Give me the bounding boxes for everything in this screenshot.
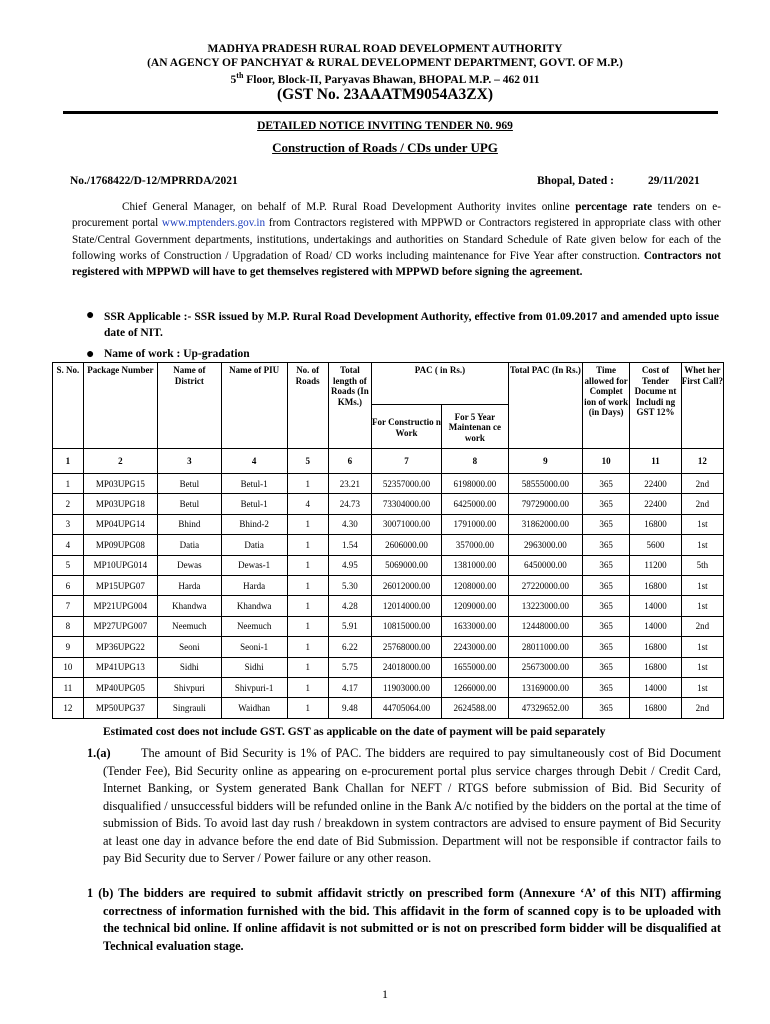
cell-total-pac: 12448000.00 [508,616,582,636]
cell-pac-construction: 30071000.00 [371,514,441,534]
cell-package: MP09UPG08 [83,535,157,555]
cell-pac-construction: 26012000.00 [371,575,441,595]
bullet-icon: ● [86,308,95,323]
cell-pac-maintenance: 1209000.00 [441,596,508,616]
table-row [53,677,724,697]
th-package: Package Number [83,363,157,449]
subject-title: Construction of Roads / CDs under UPG [272,140,498,155]
cell-piu: Waidhan [221,698,287,718]
cell-district: Bhind [157,514,221,534]
para-1a-label: 1.(a) [87,746,111,760]
table-row [53,657,724,677]
cell-sno: 8 [53,616,84,636]
cell-district: Datia [157,535,221,555]
floor-suffix: th [236,71,244,80]
cell-time: 365 [582,657,629,677]
table-row [53,474,724,494]
agency-line: (AN AGENCY OF PANCHYAT & RURAL DEVELOPMENT DEPARTMENT, GOVT. OF M.P.) [147,57,623,69]
cell-pac-maintenance: 1381000.00 [441,555,508,575]
th-sno: S. No. [53,363,84,449]
cell-cost-tender: 16800 [630,698,681,718]
para-1b-label: 1 (b) [87,886,114,900]
cell-pac-construction: 44705064.00 [371,698,441,718]
cell-piu: Seoni-1 [221,637,287,657]
cell-package: MP36UPG22 [83,637,157,657]
cell-first-call: 2nd [681,494,723,514]
cell-cost-tender: 14000 [630,677,681,697]
table-row [53,555,724,575]
cell-pac-construction: 52357000.00 [371,474,441,494]
cell-total-pac: 27220000.00 [508,575,582,595]
cell-cost-tender: 14000 [630,596,681,616]
cell-package: MP40UPG05 [83,677,157,697]
column-number-cell: 2 [83,449,157,474]
cell-piu: Shivpuri-1 [221,677,287,697]
cell-cost-tender: 16800 [630,637,681,657]
cell-time: 365 [582,677,629,697]
th-first-call: Whet her First Call? [681,363,723,449]
cell-roads: 1 [287,657,328,677]
cell-sno: 3 [53,514,84,534]
cell-piu: Sidhi [221,657,287,677]
cell-roads: 1 [287,514,328,534]
cell-sno: 6 [53,575,84,595]
cell-time: 365 [582,474,629,494]
cell-pac-maintenance: 6425000.00 [441,494,508,514]
cell-time: 365 [582,575,629,595]
cell-roads: 1 [287,616,328,636]
work-text: Name of work : Up-gradation [104,348,250,360]
cell-first-call: 1st [681,575,723,595]
cell-package: MP50UPG37 [83,698,157,718]
cell-package: MP27UPG007 [83,616,157,636]
cell-district: Shivpuri [157,677,221,697]
cell-length: 6.22 [328,637,371,657]
reference-number: No./1768422/D-12/MPRRDA/2021 [70,175,238,187]
address-text: Floor, Block-II, Paryavas Bhawan, BHOPAL M.P. – 462 011 [243,73,540,86]
cell-package: MP41UPG13 [83,657,157,677]
cell-first-call: 2nd [681,474,723,494]
cell-cost-tender: 22400 [630,494,681,514]
th-total-pac: Total PAC (In Rs.) [508,363,582,449]
cell-roads: 1 [287,474,328,494]
cell-roads: 1 [287,575,328,595]
cell-sno: 7 [53,596,84,616]
cell-pac-construction: 5069000.00 [371,555,441,575]
cell-district: Neemuch [157,616,221,636]
cell-pac-construction: 25768000.00 [371,637,441,657]
cell-piu: Dewas-1 [221,555,287,575]
cell-piu: Khandwa [221,596,287,616]
cell-pac-maintenance: 6198000.00 [441,474,508,494]
cell-roads: 1 [287,698,328,718]
cell-length: 5.30 [328,575,371,595]
cell-district: Harda [157,575,221,595]
portal-link[interactable]: www.mptenders.gov.in [161,217,266,230]
cell-length: 24.73 [328,494,371,514]
cell-cost-tender: 16800 [630,575,681,595]
th-roads: No. of Roads [287,363,328,449]
cell-district: Betul [157,474,221,494]
cell-piu: Bhind-2 [221,514,287,534]
cell-pac-maintenance: 1266000.00 [441,677,508,697]
cell-piu: Datia [221,535,287,555]
cell-district: Seoni [157,637,221,657]
cell-length: 4.28 [328,596,371,616]
th-length: Total length of Roads (In KMs.) [328,363,371,449]
cell-time: 365 [582,616,629,636]
cell-cost-tender: 5600 [630,535,681,555]
table-row [53,596,724,616]
cell-package: MP04UPG14 [83,514,157,534]
cell-roads: 4 [287,494,328,514]
cell-package: MP21UPG004 [83,596,157,616]
th-pac-maintenance: For 5 Year Maintenan ce work [441,405,508,449]
cell-district: Dewas [157,555,221,575]
cell-first-call: 2nd [681,698,723,718]
cell-pac-maintenance: 1633000.00 [441,616,508,636]
cell-pac-construction: 10815000.00 [371,616,441,636]
cell-pac-maintenance: 1208000.00 [441,575,508,595]
cell-pac-construction: 24018000.00 [371,657,441,677]
cell-pac-maintenance: 1791000.00 [441,514,508,534]
table-row [53,637,724,657]
tender-table [52,362,724,719]
cell-length: 23.21 [328,474,371,494]
cell-piu: Betul-1 [221,474,287,494]
column-number-cell: 1 [53,449,84,474]
address-line [0,71,770,86]
cell-total-pac: 58555000.00 [508,474,582,494]
intro-paragraph [72,199,721,280]
th-cost-tender: Cost of Tender Docume nt Includi ng GST 12% [630,363,681,449]
place-label: Bhopal, Dated : [537,175,614,187]
cell-roads: 1 [287,555,328,575]
cell-sno: 2 [53,494,84,514]
th-piu: Name of PIU [221,363,287,449]
cell-piu: Neemuch [221,616,287,636]
page-number: 1 [382,987,388,1001]
table-row [53,698,724,718]
cell-time: 365 [582,514,629,534]
intro-bold-1: percentage rate [575,201,653,213]
cell-length: 4.17 [328,677,371,697]
column-number-cell: 7 [371,449,441,474]
cell-sno: 12 [53,698,84,718]
intro-text-2: tenders on e-procurement portal [72,201,721,230]
column-number-cell: 3 [157,449,221,474]
cell-cost-tender: 16800 [630,514,681,534]
cell-piu: Harda [221,575,287,595]
ssr-text: SSR Applicable :- SSR issued by M.P. Rural Road Development Authority, effective from 01.09.2017 and amended upto issue date of NIT. [104,311,719,339]
cell-time: 365 [582,637,629,657]
cell-total-pac: 31862000.00 [508,514,582,534]
floor-number: 5 [230,73,237,86]
cell-roads: 1 [287,596,328,616]
notice-date: 29/11/2021 [648,175,700,187]
column-number-cell: 10 [582,449,629,474]
cell-time: 365 [582,555,629,575]
cell-total-pac: 13169000.00 [508,677,582,697]
cell-pac-construction: 73304000.00 [371,494,441,514]
cell-pac-construction: 2606000.00 [371,535,441,555]
cell-cost-tender: 22400 [630,474,681,494]
cell-time: 365 [582,596,629,616]
cell-district: Sidhi [157,657,221,677]
cell-sno: 9 [53,637,84,657]
cell-total-pac: 47329652.00 [508,698,582,718]
cell-cost-tender: 16800 [630,657,681,677]
bullet-icon: ● [86,347,95,362]
cell-first-call: 1st [681,657,723,677]
cell-first-call: 1st [681,637,723,657]
cell-package: MP03UPG15 [83,474,157,494]
cell-pac-construction: 11903000.00 [371,677,441,697]
th-district: Name of District [157,363,221,449]
table-row [53,575,724,595]
cell-total-pac: 6450000.00 [508,555,582,575]
cell-pac-maintenance: 1655000.00 [441,657,508,677]
intro-text-3: from Contractors registered with MPPWD or Contractors registered in appropriate class with other State/Central Government departments, institutions, undertakings and authorities on Standard Schedule of Rate given below for each of the following works of Construction / Upgradation of Road/ CD works including maintenance for Five Year after construction. [72,217,721,262]
th-pac-construction: For Constructio n Work [371,405,441,449]
cell-length: 1.54 [328,535,371,555]
column-number-cell: 5 [287,449,328,474]
org-title: MADHYA PRADESH RURAL ROAD DEVELOPMENT AUTHORITY [207,43,563,55]
cell-sno: 4 [53,535,84,555]
column-number-row [53,449,724,474]
column-number-cell: 11 [630,449,681,474]
cell-sno: 10 [53,657,84,677]
th-pac: PAC ( in Rs.) [371,363,508,405]
cell-package: MP15UPG07 [83,575,157,595]
column-number-cell: 12 [681,449,723,474]
cell-total-pac: 2963000.00 [508,535,582,555]
intro-bold-2: Contractors not registered with MPPWD will have to get themselves registered with MPPWD before signing the agreement. [72,249,721,279]
cell-cost-tender: 14000 [630,616,681,636]
cell-first-call: 1st [681,596,723,616]
cell-length: 4.95 [328,555,371,575]
cell-length: 5.91 [328,616,371,636]
cell-district: Singrauli [157,698,221,718]
cell-district: Betul [157,494,221,514]
cell-time: 365 [582,494,629,514]
table-row [53,514,724,534]
cell-time: 365 [582,535,629,555]
column-number-cell: 6 [328,449,371,474]
cell-district: Khandwa [157,596,221,616]
cell-length: 5.75 [328,657,371,677]
paragraph-1b [87,885,721,955]
cell-length: 9.48 [328,698,371,718]
estimate-note: Estimated cost does not include GST. GST as applicable on the date of payment will be paid separately [103,726,606,738]
cell-total-pac: 28011000.00 [508,637,582,657]
cell-roads: 1 [287,637,328,657]
table-row [53,494,724,514]
paragraph-1a [87,745,721,868]
header-divider [63,111,718,114]
cell-first-call: 1st [681,677,723,697]
column-number-cell: 4 [221,449,287,474]
cell-package: MP10UPG014 [83,555,157,575]
cell-first-call: 2nd [681,616,723,636]
cell-sno: 5 [53,555,84,575]
cell-pac-maintenance: 2624588.00 [441,698,508,718]
para-1b-text [87,885,721,955]
cell-roads: 1 [287,535,328,555]
cell-sno: 1 [53,474,84,494]
gst-number: (GST No. 23AAATM9054A3ZX) [276,86,493,103]
cell-total-pac: 79729000.00 [508,494,582,514]
cell-first-call: 1st [681,514,723,534]
cell-sno: 11 [53,677,84,697]
cell-pac-construction: 12014000.00 [371,596,441,616]
th-time: Time allowed for Complet ion of work (in Days) [582,363,629,449]
table-row [53,535,724,555]
cell-total-pac: 13223000.00 [508,596,582,616]
cell-total-pac: 25673000.00 [508,657,582,677]
cell-time: 365 [582,698,629,718]
cell-first-call: 1st [681,535,723,555]
cell-pac-maintenance: 357000.00 [441,535,508,555]
column-number-cell: 8 [441,449,508,474]
cell-roads: 1 [287,677,328,697]
table-row [53,616,724,636]
cell-cost-tender: 11200 [630,555,681,575]
intro-text-1: Chief General Manager, on behalf of M.P. Rural Road Development Authority invites online [122,201,576,213]
cell-package: MP03UPG18 [83,494,157,514]
para-1b-body: The bidders are required to submit affidavit strictly on prescribed form (Annexure ‘A’ of this NIT) affirming correctness of information furnished with the bid. This affidavit in the form of scanned copy is to be uploaded with the technical bid online. If online affidavit is not submitted or is not on prescribed form bidder will be disqualified at Technical evaluation stage. [103,886,721,953]
para-1a-text: The amount of Bid Security is 1% of PAC. The bidders are required to pay simultaneously cost of Bid Document (Tender Fee), Bid Security online as appearing on e-procurement portal plus service charges through Debit / Credit Card, Internet Banking, or System generated Bank Challan for NEFT / RTGS before submission of Bid. Bid Security of disqualified / unsuccessful bidders will be refunded online in the Bank A/c notified by the bidders on the portal at the time of submission of Bids. To avoid last day rush / breakdown in system contractors are advised to ensure payment of Bid Security at least one day in advance before the end date of Bid Submission. Department will not be responsible if contractor fails to pay Bid Security due to Server / Power failure or any other reason. [103,746,721,865]
cell-length: 4.30 [328,514,371,534]
column-number-cell: 9 [508,449,582,474]
notice-title: DETAILED NOTICE INVITING TENDER N0. 969 [257,120,513,132]
cell-pac-maintenance: 2243000.00 [441,637,508,657]
cell-piu: Betul-1 [221,494,287,514]
cell-first-call: 5th [681,555,723,575]
